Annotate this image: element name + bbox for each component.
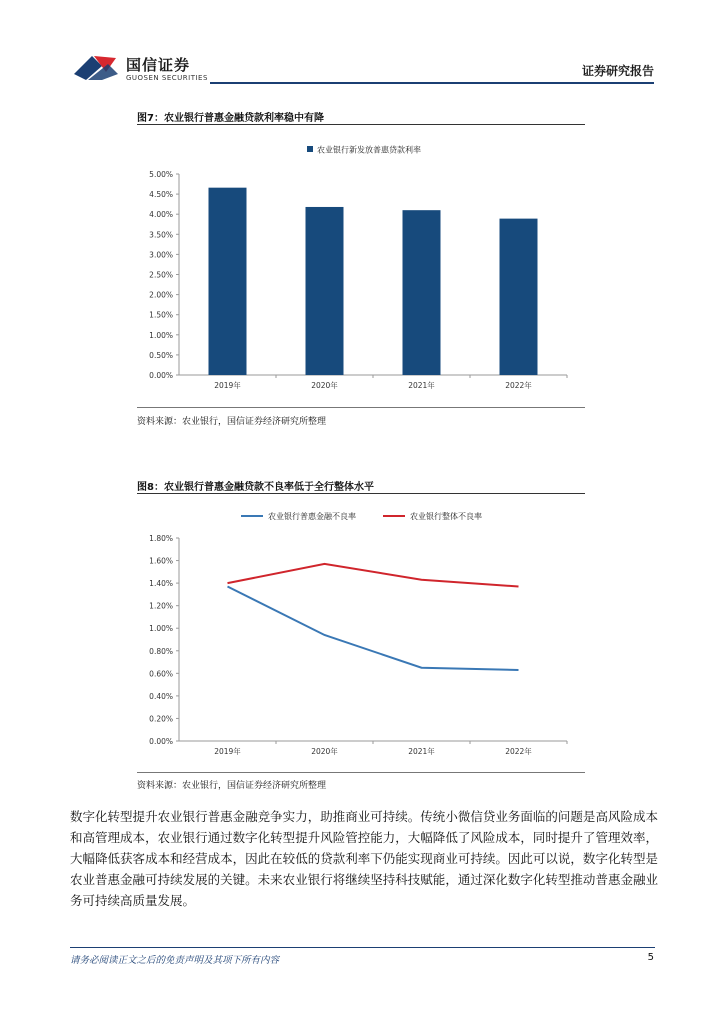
legend-label-0: 农业银行普惠金融不良率 xyxy=(268,512,356,521)
y-tick-label: 0.20% xyxy=(149,714,173,724)
y-tick-label: 4.00% xyxy=(149,210,173,220)
y-tick-label: 3.50% xyxy=(149,230,173,240)
figure8-line-chart xyxy=(137,497,585,769)
y-tick-label: 0.40% xyxy=(149,691,173,701)
body-paragraph: 数字化转型提升农业银行普惠金融竞争实力，助推商业可持续。传统小微信贷业务面临的问题是高风险成本和高管理成本，农业银行通过数字化转型提升风险管控能力，大幅降低了风险成本，同时提升了管理效率，大幅降低获客成本和经营成本，因此在较低的贷款利率下仍能实现商业可持续。因此可以说，数字化转型是农业普惠金融可持续发展的关键。未来农业银行将继续坚持科技赋能，通过深化数字化转型推动普惠金融业务可持续高质量发展。 xyxy=(70,809,658,908)
y-tick-label: 1.50% xyxy=(149,310,173,320)
bar-2022年 xyxy=(500,219,538,375)
header-divider xyxy=(210,82,654,84)
disclaimer-note: 请务必阅读正文之后的免责声明及其项下所有内容 xyxy=(70,955,280,966)
y-tick-label: 1.80% xyxy=(149,534,173,543)
legend-label-0: 农业银行新发放普惠贷款利率 xyxy=(317,145,421,155)
y-tick-label: 5.00% xyxy=(149,170,173,179)
brand-name-en: GUOSEN SECURITIES xyxy=(126,74,208,82)
footer-divider xyxy=(70,947,655,948)
x-tick-label: 2021年 xyxy=(408,381,435,390)
figure7-bar-chart xyxy=(137,128,585,404)
y-tick-label: 1.40% xyxy=(149,579,173,589)
figure8-top-rule xyxy=(137,493,585,494)
y-tick-label: 3.00% xyxy=(149,250,173,260)
bar-2019年 xyxy=(209,188,247,375)
series-line-0 xyxy=(228,586,519,669)
report-type-label: 证券研究报告 xyxy=(581,64,654,78)
x-tick-label: 2021年 xyxy=(408,747,435,756)
y-tick-label: 1.20% xyxy=(149,601,173,611)
x-tick-label: 2022年 xyxy=(505,381,532,390)
page-number: 5 xyxy=(647,952,654,963)
figure7-title: 图7：农业银行普惠金融贷款利率稳中有降 xyxy=(137,113,324,124)
y-tick-label: 1.60% xyxy=(149,556,173,566)
figure7-top-rule xyxy=(137,124,585,125)
y-tick-label: 0.80% xyxy=(149,646,173,656)
y-tick-label: 4.50% xyxy=(149,190,173,200)
series-line-1 xyxy=(228,564,519,587)
x-tick-label: 2020年 xyxy=(311,381,338,390)
figure7-bottom-rule xyxy=(137,407,585,408)
y-tick-label: 2.50% xyxy=(149,270,173,280)
figure8-bottom-rule xyxy=(137,772,585,773)
figure8-source: 资料来源：农业银行，国信证券经济研究所整理 xyxy=(137,781,327,791)
y-tick-label: 0.60% xyxy=(149,669,173,679)
figure7-source: 资料来源：农业银行，国信证券经济研究所整理 xyxy=(137,417,327,427)
bar-2021年 xyxy=(403,210,441,375)
y-tick-label: 1.00% xyxy=(149,330,173,340)
legend-swatch-0 xyxy=(307,146,313,152)
y-tick-label: 0.00% xyxy=(149,737,173,746)
legend-label-1: 农业银行整体不良率 xyxy=(410,512,482,521)
y-tick-label: 0.50% xyxy=(149,350,173,360)
bar-2020年 xyxy=(306,207,344,375)
x-tick-label: 2019年 xyxy=(214,747,241,756)
y-tick-label: 2.00% xyxy=(149,290,173,300)
brand-name-cn: 国信证券 xyxy=(126,56,191,74)
y-tick-label: 1.00% xyxy=(149,624,173,634)
guosen-logo-icon xyxy=(72,52,120,82)
figure8-title: 图8：农业银行普惠金融贷款不良率低于全行整体水平 xyxy=(137,482,374,493)
x-tick-label: 2019年 xyxy=(214,381,241,390)
x-tick-label: 2020年 xyxy=(311,747,338,756)
y-tick-label: 0.00% xyxy=(149,371,173,380)
x-tick-label: 2022年 xyxy=(505,747,532,756)
